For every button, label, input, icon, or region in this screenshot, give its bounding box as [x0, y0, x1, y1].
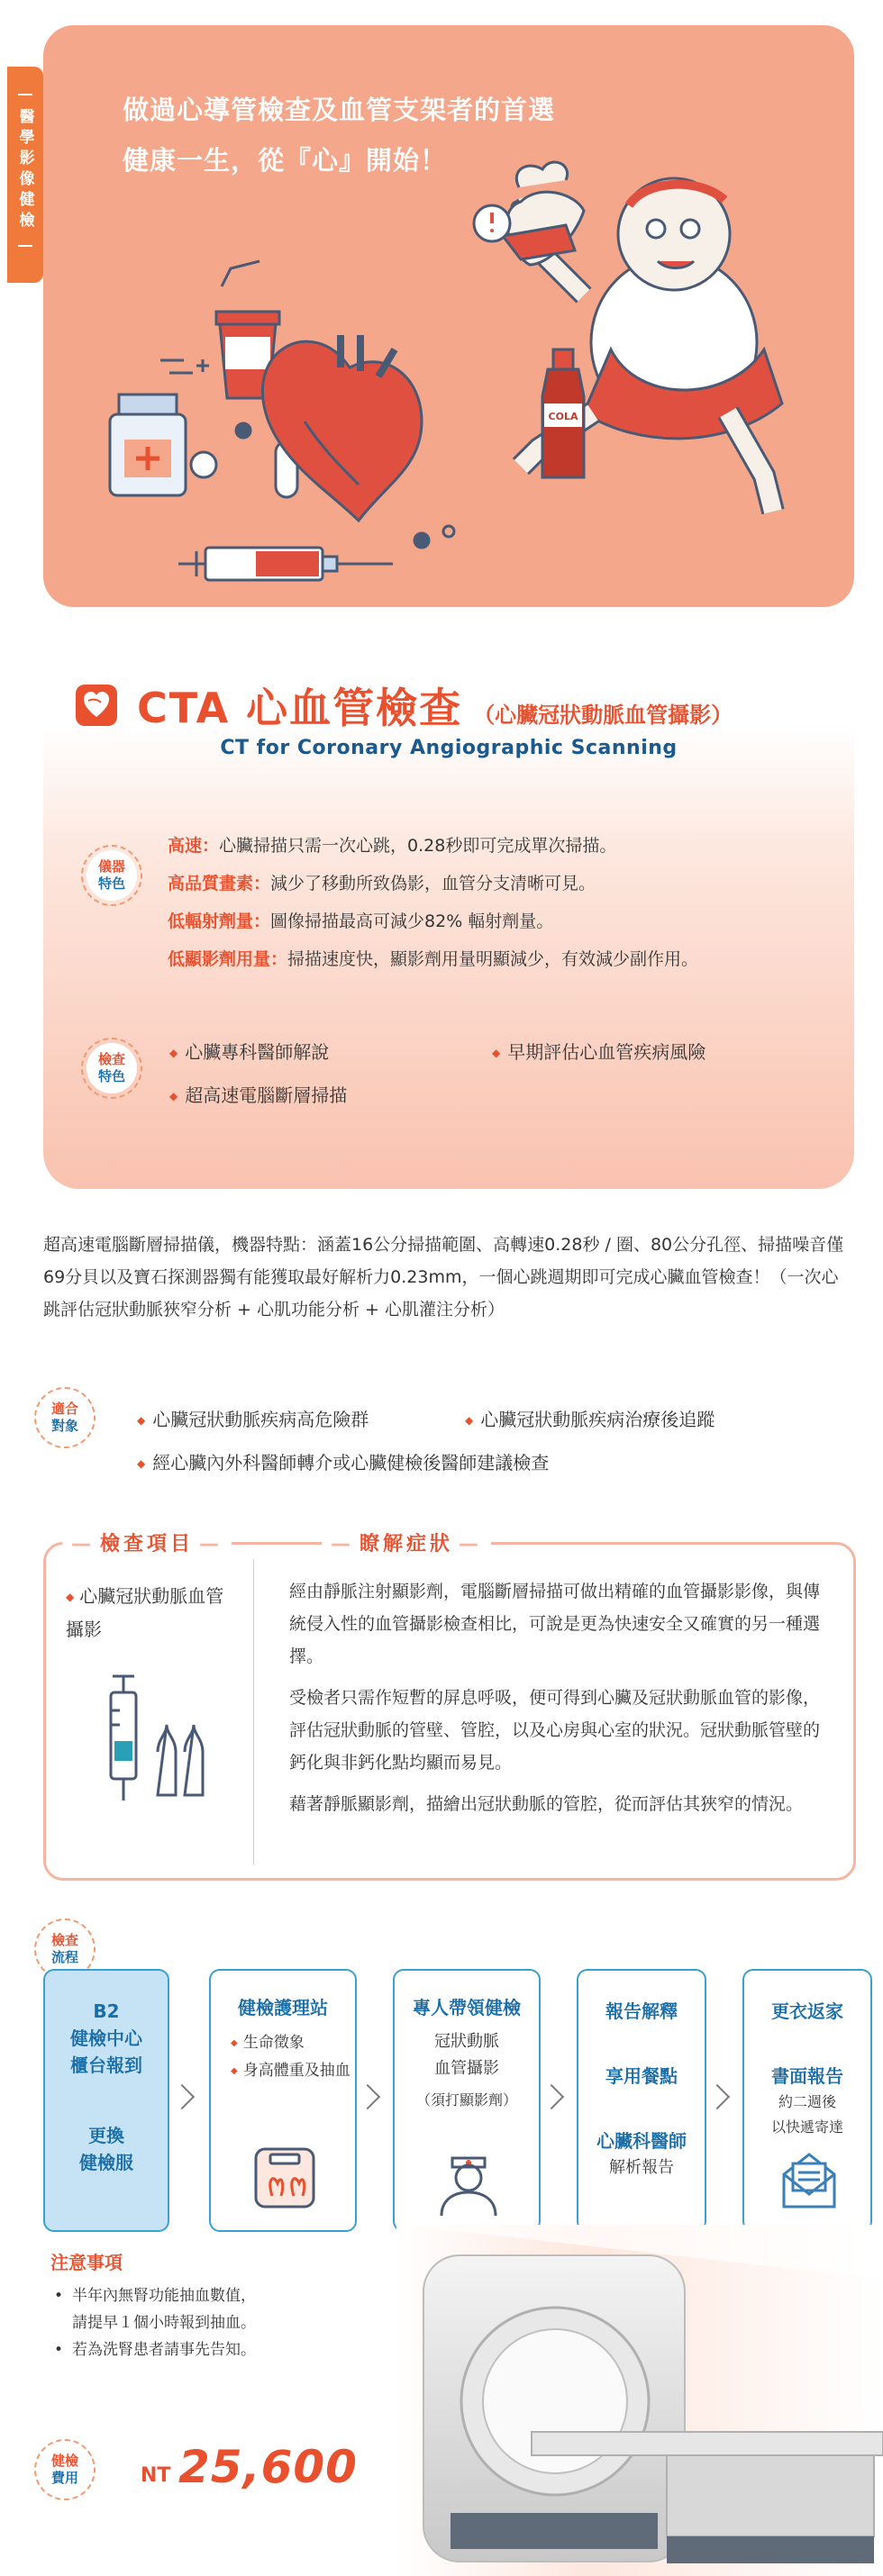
flow-step-go-home [742, 1969, 872, 2232]
suitable-item: ◆ 心臟冠狀動脈疾病治療後追蹤 [465, 1405, 715, 1431]
note-item: • 半年內無腎功能抽血數值， 請提早１個小時報到抽血。 [52, 2282, 256, 2336]
suitable-badge-bottom: 對象 [50, 1418, 78, 1434]
exam-item: ◆ 心臟冠狀動脈血管攝影 [66, 1581, 228, 1645]
chevron-right-icon [705, 2084, 730, 2109]
flow-step-title-meal: 享用餐點 [605, 2065, 678, 2087]
fee-badge-bottom: 費用 [50, 2470, 78, 2486]
flow-step-body: 冠狀動脈 血管攝影 [434, 2032, 499, 2078]
device-feature-item [168, 865, 698, 903]
flow-step-checkin [43, 1969, 169, 2232]
chevron-right-icon [539, 2084, 564, 2109]
flow-step-report [577, 1969, 706, 2232]
suitable-badge [34, 1387, 96, 1448]
notes-title: 注意事項 [50, 2252, 123, 2273]
exam-feature-item: ◆ 早期評估心血管疾病風險 [492, 1038, 705, 1064]
flow-step-title-report: 書面報告 [771, 2065, 843, 2087]
device-feature-text: 減少了移動所致偽影，血管分支清晰可見。 [270, 874, 596, 893]
flow-step-item: ◆ 身高體重及抽血 [231, 2058, 355, 2086]
device-feature-key: 高速： [168, 836, 220, 856]
exam-feature-badge [81, 1038, 142, 1099]
cta-title-paren: （心臟冠狀動脈血管攝影） [473, 703, 733, 728]
cta-section [43, 649, 854, 1189]
fee-amount: 25,600 [178, 2441, 358, 2493]
flow-badge-top: 檢查 [50, 1932, 78, 1948]
flow-step-note: （須打顯影劑） [415, 2091, 517, 2109]
device-feature-item [168, 903, 698, 940]
fee-badge [34, 2439, 96, 2500]
device-feature-text: 掃描速度快，顯影劑用量明顯減少，有效減少副作用。 [287, 949, 699, 969]
exam-feature-item: ◆ 超高速電腦斷層掃描 [169, 1081, 347, 1107]
flow-step-sub: 更換 健檢服 [79, 2125, 133, 2173]
suitable-item: ◆ 經心臟內外科醫師轉介或心臟健檢後醫師建議檢查 [137, 1448, 549, 1474]
exam-divider [253, 1559, 254, 1865]
category-label: 醫學影像健檢 [15, 108, 34, 232]
hero-banner [43, 25, 854, 607]
cta-title [76, 676, 733, 735]
device-feature-text: 心臟掃描只需一次心跳，0.28秒即可完成單次掃描。 [219, 836, 617, 856]
flow-step-body: 解析報告 [609, 2158, 674, 2177]
device-feature-badge [81, 845, 142, 906]
hero-headline-heart: 心 [312, 145, 340, 176]
hero-headline-line1: 做過心導管檢查及血管支架者的首選 [123, 95, 556, 125]
flow-step-title: 專人帶領健檢 [413, 1997, 521, 2018]
flow-step-nurse-station [209, 1969, 357, 2232]
thought-bubble-icon [474, 192, 584, 265]
cola-label: COLA [548, 411, 578, 422]
note-item: • 若為洗腎患者請事先告知。 [52, 2336, 256, 2363]
exam-paragraph: 藉著靜脈顯影劑，描繪出冠狀動脈的管腔，從而評估其狹窄的情況。 [289, 1794, 804, 1814]
flow-badge-bottom: 流程 [50, 1949, 78, 1965]
device-feature-key: 高品質畫素： [168, 874, 271, 893]
exam-explain-header: — 瞭解症狀 — [322, 1528, 491, 1556]
fee-currency: NT [141, 2464, 171, 2487]
exam-detail-box [43, 1533, 856, 1881]
exam-badge-bottom: 特色 [97, 1068, 125, 1084]
device-feature-item [168, 940, 698, 978]
chevron-right-icon [169, 2084, 195, 2109]
device-feature-list [168, 827, 698, 978]
cta-subtitle: CT for Coronary Angiographic Scanning [220, 737, 678, 759]
cola-bottle-icon [542, 349, 584, 477]
exam-badge-top: 檢查 [97, 1051, 125, 1067]
flow-step-guided-exam [393, 1969, 541, 2232]
syringe-vial-icon [93, 1671, 210, 1806]
fee-badge-top: 健檢 [50, 2453, 78, 2469]
exam-feature-item: ◆ 心臟專科醫師解說 [169, 1038, 329, 1064]
flow-step-item: ◆ 生命徵象 [231, 2030, 355, 2058]
cta-title-main: CTA 心血管檢查 [137, 684, 463, 732]
scanner-description: 超高速電腦斷層掃描儀，機器特點：涵蓋16公分掃描範圍、高轉速0.28秒 / 圈、80公分孔徑、掃描噪音僅69分貝以及寶石探測器獨有能獲取最好解析力0.23mm，一個心跳週期即可完成心臟血管檢查！（一次心跳評估冠狀動脈狹窄分析 + 心肌功能分析 + 心肌灌注分析） [43, 1235, 844, 1320]
weight-scale-icon [249, 2142, 321, 2214]
flow-step-title: B2 健檢中心 櫃台報到 [70, 2000, 142, 2076]
device-badge-top: 儀器 [97, 858, 125, 875]
syringe-icon [178, 526, 454, 580]
device-feature-text: 圖像掃描最高可減少82% 輻射劑量。 [270, 912, 554, 931]
device-feature-key: 低顯影劑用量： [168, 949, 288, 969]
exam-explanation [289, 1575, 830, 1829]
suitable-item: ◆ 心臟冠狀動脈疾病高危險群 [137, 1405, 369, 1431]
flow-step-title: 更衣返家 [771, 2000, 843, 2022]
hero-headline-pre: 健康一生，從『 [123, 145, 313, 176]
hero-illustration [43, 25, 854, 607]
device-badge-bottom: 特色 [97, 875, 125, 892]
mail-envelope-icon [778, 2147, 840, 2212]
category-side-tag [7, 67, 43, 283]
hero-headline-post: 』開始！ [339, 145, 448, 176]
flow-step-title-doctor: 心臟科醫師 [596, 2130, 687, 2152]
exam-paragraph: 受檢者只需作短暫的屏息呼吸，便可得到心臟及冠狀動脈血管的影像，評估冠狀動脈的管壁、管腔，以及心房與心室的狀況。冠狀動脈管壁的鈣化與非鈣化點均顯而易見。 [289, 1688, 821, 1773]
flow-step-title: 健檢護理站 [238, 1997, 328, 2018]
exam-items-header: — 檢查項目 — [62, 1528, 232, 1556]
flow-step-body: 約二週後 以快遞寄達 [770, 2093, 843, 2136]
exam-paragraph: 經由靜脈注射顯影劑，電腦斷層掃描可做出精確的血管攝影影像，與傳統侵入性的血管攝影檢查相比，可說是更為快速安全又確實的另一種選擇。 [289, 1582, 821, 1666]
heart-hand-icon [76, 685, 117, 726]
chevron-right-icon [355, 2084, 380, 2109]
flow-step-title: 報告解釋 [605, 2000, 678, 2022]
ct-scanner-image [396, 2225, 883, 2576]
device-feature-item [168, 827, 698, 865]
suitable-badge-top: 適合 [50, 1401, 78, 1417]
medicine-bottle-icon [110, 395, 186, 495]
device-feature-key: 低輻射劑量： [168, 912, 271, 931]
nurse-icon [432, 2142, 505, 2218]
notes-list [52, 2282, 256, 2363]
